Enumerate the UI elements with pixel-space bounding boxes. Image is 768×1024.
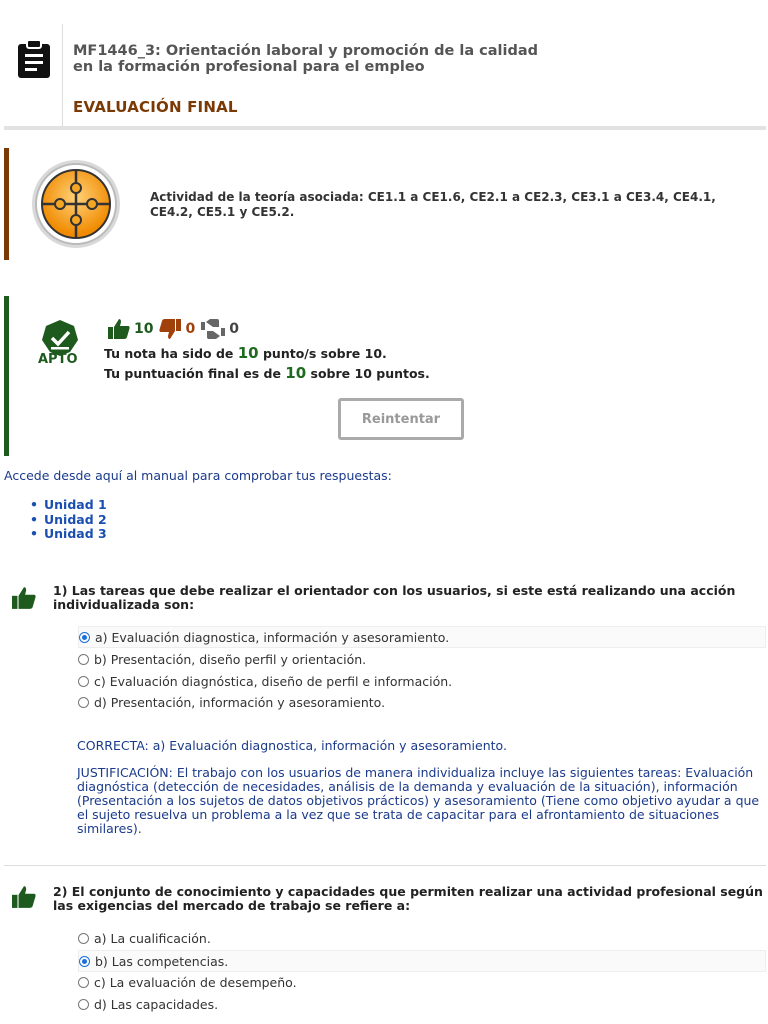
option-label: c) La evaluación de desempeño. [94,974,297,990]
votes-up-count: 10 [134,321,154,337]
final-prefix: Tu puntuación final es de [104,366,281,381]
option-label: d) Presentación, información y asesoramiento. [94,694,386,710]
course-title: MF1446_3: Orientación laboral y promoción de la calidad en la formación profesional para el empleo [73,43,539,75]
question-divider [4,865,766,866]
correct-answer-feedback: CORRECTA: a) Evaluación diagnostica, información y asesoramiento. [77,738,507,753]
puzzle-icon [30,158,122,250]
option-label: c) Evaluación diagnóstica, diseño de perfil e información. [94,673,453,689]
vote-counts [108,318,245,340]
answer-option[interactable] [78,972,764,992]
radio-button[interactable] [78,676,89,687]
unit-link[interactable]: • Unidad 1 [30,498,107,513]
grade-value: 10 [237,344,259,362]
evaluation-title: EVALUACIÓN FINAL [73,98,238,116]
unit-link[interactable]: • Unidad 2 [30,513,107,528]
answer-option[interactable] [78,649,764,669]
thumbs-up-icon [108,319,130,339]
result-accent-bar [4,296,9,456]
radio-button[interactable] [78,697,89,708]
thumbs-down-icon [159,319,181,339]
retry-button[interactable]: Reintentar [338,398,464,440]
option-label: b) Las competencias. [95,953,229,969]
option-label: a) Evaluación diagnostica, información y asesoramiento. [95,629,450,645]
grade-suffix: punto/s sobre 10. [262,346,387,361]
activity-accent-bar [4,148,9,260]
answer-option[interactable] [78,928,764,948]
answer-option[interactable] [78,671,764,691]
question-text: 1) Las tareas que debe realizar el orientador con los usuarios, si este está realizando una acción individualizada son: [53,583,736,612]
final-suffix: sobre 10 puntos. [310,366,430,381]
option-label: b) Presentación, diseño perfil y orientación. [94,651,367,667]
radio-button[interactable] [78,999,89,1010]
radio-button[interactable] [79,632,90,643]
answer-option[interactable] [78,692,764,712]
activity-criteria-text: Actividad de la teoría asociada: CE1.1 a CE1.6, CE2.1 a CE2.3, CE3.1 a CE3.4, CE4.1, CE4.2, CE5.1 y CE5.2. [150,190,716,219]
answer-option[interactable] [78,626,766,648]
radio-button[interactable] [79,956,90,967]
grade-prefix: Tu nota ha sido de [104,346,234,361]
option-label: d) Las capacidades. [94,996,219,1012]
final-score-line [104,364,430,382]
header-divider [62,24,63,126]
unit-link[interactable]: • Unidad 3 [30,527,107,542]
activity-panel [4,148,768,260]
header-rule [4,126,766,130]
thumbs-up-icon [12,587,36,609]
option-label: a) La cualificación. [94,930,211,946]
radio-button[interactable] [78,933,89,944]
unit-link-list [30,498,107,542]
answer-option[interactable] [78,950,766,972]
manual-intro: Accede desde aquí al manual para comprobar tus respuestas: [4,468,392,483]
question-text: 2) El conjunto de conocimiento y capacidades que permiten realizar una actividad profesional según las exigencias del mercado de trabajo se refiere a: [53,884,763,913]
justification-text: JUSTIFICACIÓN: El trabajo con los usuarios de manera individualiza incluye las siguientes tareas: Evaluación diagnóstica (detección de necesidades, análisis de la demanda y evaluación de la situación), información (Presentación a los sujetos de datos objetivos prácticos) y asesoramiento (Tiene como objetivo ayudar a que el sujeto resuelva un problema a la vez que se trata de capacitar para el afrontamiento de situaciones similares). [77,765,760,836]
radio-button[interactable] [78,654,89,665]
votes-neutral-count: 0 [229,321,239,337]
page-header [0,0,768,126]
status-label: APTO [38,352,78,367]
answer-option[interactable] [78,994,764,1014]
votes-down-count: 0 [185,321,196,337]
clipboard-icon [14,38,54,78]
grade-line [104,344,387,362]
thumbs-up-icon [12,886,36,908]
thumbs-neutral-icon [201,319,225,339]
final-score-value: 10 [285,364,307,382]
radio-button[interactable] [78,977,89,988]
result-panel [4,296,768,456]
